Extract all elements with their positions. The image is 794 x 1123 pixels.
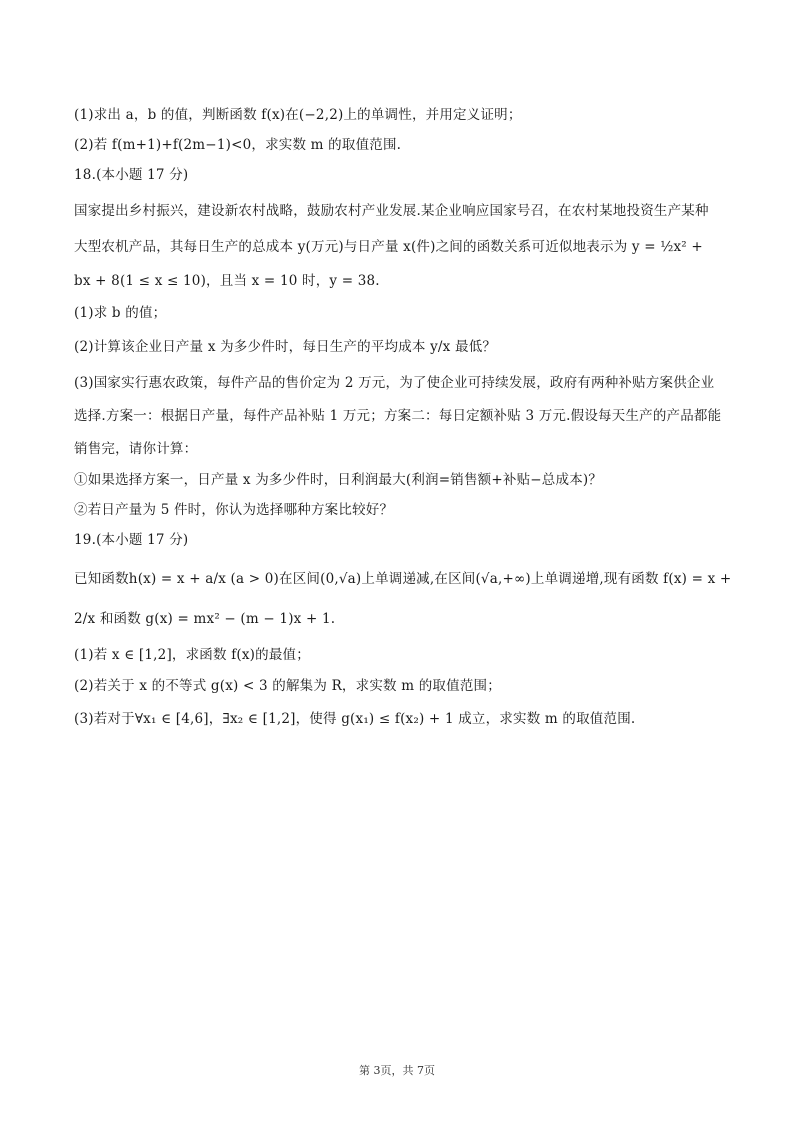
- q18-part1: (1)求 b 的值；: [74, 305, 167, 321]
- q19-part1: (1)若 x ∈ [1,2]，求函数 f(x)的最值；: [74, 647, 310, 663]
- q19-part3: (3)若对于∀x₁ ∈ [4,6]，∃x₂ ∈ [1,2]，使得 g(x₁) ≤ f(x₂) + 1 成立，求实数 m 的取值范围.: [74, 711, 636, 727]
- page-number-footer: 第 3页，共 7页: [359, 1064, 435, 1077]
- q18-intro-line1: 国家提出乡村振兴，建设新农村战略，鼓励农村产业发展.某企业响应国家号召，在农村某地投资生产某种: [74, 203, 709, 219]
- q18-part3-line2: 选择.方案一：根据日产量，每件产品补贴 1 万元；方案二：每日定额补贴 3 万元.假设每天生产的产品都能: [74, 408, 722, 424]
- q18-part3-line1: (3)国家实行惠农政策，每件产品的售价定为 2 万元，为了使企业可持续发展，政府有两种补贴方案供企业: [74, 375, 715, 391]
- q18-part3-line3: 销售完，请你计算：: [74, 441, 198, 457]
- q19-intro-line1: 已知函数h(x) = x + a/x (a > 0)在区间(0,√a)上单调递减,在区间(√a,+∞)上单调递增,现有函数 f(x) = x +: [74, 571, 732, 587]
- q19-part2: (2)若关于 x 的不等式 g(x) < 3 的解集为 R，求实数 m 的取值范围；: [74, 678, 501, 694]
- q18-heading: 18.(本小题 17 分): [74, 167, 189, 183]
- q18-intro-line3: bx + 8(1 ≤ x ≤ 10)，且当 x = 10 时，y = 38.: [74, 273, 380, 289]
- q17-part2: (2)若 f(m+1)+f(2m−1)<0，求实数 m 的取值范围.: [74, 137, 402, 153]
- q18-intro-line2: 大型农机产品，其每日生产的总成本 y(万元)与日产量 x(件)之间的函数关系可近似地表示为 y = ½x² +: [74, 239, 703, 255]
- q18-part3-sub1: ①如果选择方案一，日产量 x 为多少件时，日利润最大(利润=销售额+补贴−总成本)？: [74, 472, 603, 488]
- q18-part3-sub2: ②若日产量为 5 件时，你认为选择哪种方案比较好？: [74, 502, 394, 518]
- q19-heading: 19.(本小题 17 分): [74, 532, 189, 548]
- q19-intro-line2: 2/x 和函数 g(x) = mx² − (m − 1)x + 1.: [74, 611, 336, 627]
- q17-part1: (1)求出 a，b 的值，判断函数 f(x)在(−2,2)上的单调性，并用定义证明；: [74, 107, 522, 123]
- q18-part2: (2)计算该企业日产量 x 为多少件时，每日生产的平均成本 y/x 最低？: [74, 339, 497, 355]
